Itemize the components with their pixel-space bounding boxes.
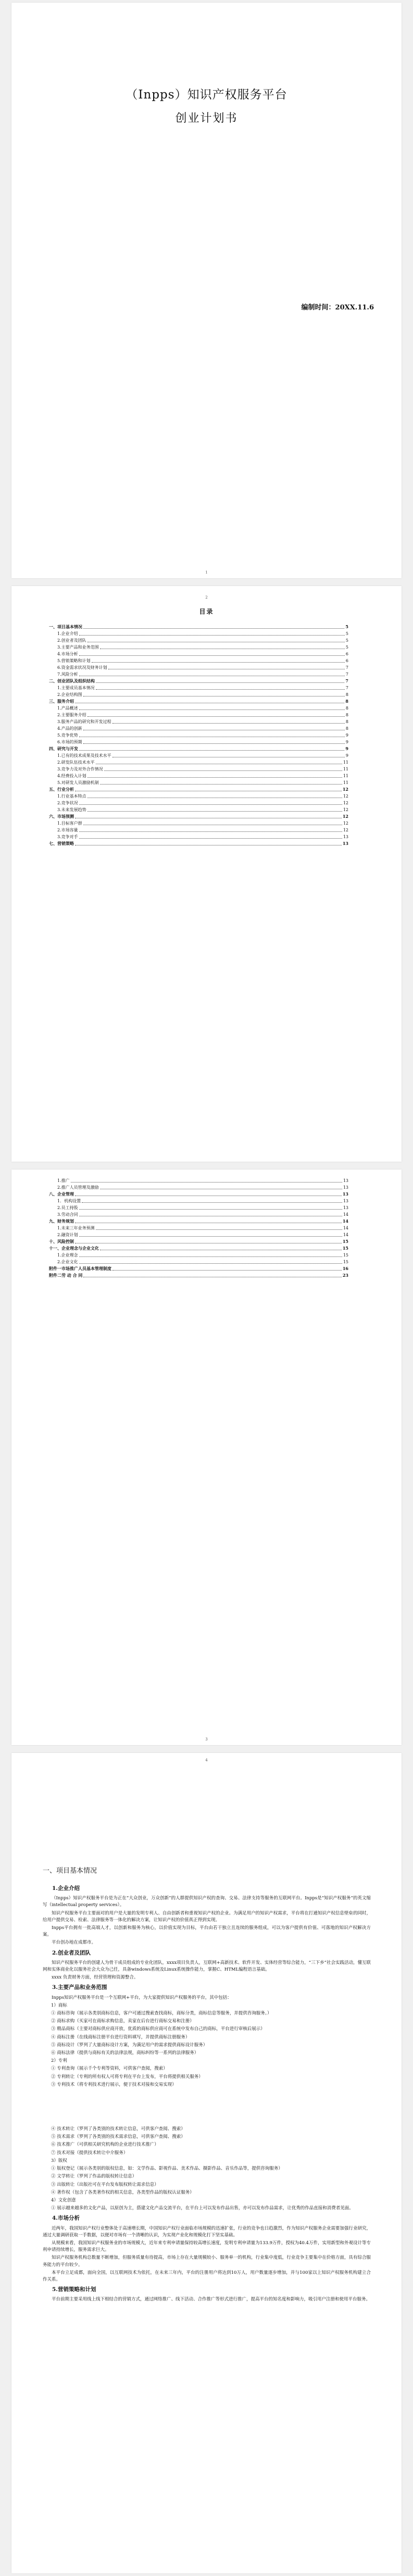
toc-entry-text: 2.员工持股 — [57, 1205, 78, 1210]
toc-entry[interactable] — [49, 1218, 348, 1225]
toc-entry-page: 5 — [345, 631, 348, 636]
toc-entry-text: 八、企业管理 — [49, 1191, 74, 1197]
toc-entry[interactable] — [49, 637, 348, 644]
list-item: ① 版权登记（展示各类别的版权信息，如：文学作品、影视作品、美术作品、摄影作品、音乐作品等，提供咨询服务） — [51, 2166, 283, 2172]
toc-entry[interactable] — [49, 1265, 348, 1272]
paragraph: 平台创办地在成都市。 — [52, 1940, 96, 1946]
paragraph: （Inpps）知识产权服务平台是为正在“大众创业，万众创新”的人群提供知识产权的查询、交易、法律支持等服务的互联网平台。Inpps是“知识产权服务”的英文缩写（intellectual property services）。 — [43, 1896, 371, 1908]
toc-entry-page: 11 — [343, 760, 348, 765]
toc-entry-page: 8 — [345, 692, 348, 697]
toc-entry-page: 13 — [343, 1199, 348, 1203]
toc-entry[interactable] — [49, 718, 348, 725]
toc-entry-text: 十一、企业理念与企业文化 — [49, 1246, 99, 1251]
toc-entry-text: 2.创业者及团队 — [57, 638, 86, 643]
paragraph: xxxx 负责财务方面，经营管理和资源整合。 — [52, 1975, 139, 1981]
paragraph: Inpps知识产权服务平台是一个互联网+平台，为大家提供知识产权服务的平台，其中包括： — [52, 1995, 232, 2000]
toc-entry-text: 1.行业基本特点 — [57, 794, 86, 799]
toc-entry[interactable] — [49, 759, 348, 766]
toc-entry-text: 附件二劳 动 合 同 — [49, 1273, 83, 1278]
toc-entry[interactable] — [49, 651, 348, 657]
toc-entry-page: 14 — [342, 1218, 348, 1224]
toc-entry-text: 1.企业理念 — [57, 1253, 78, 1258]
toc-entry-text: 二、创业团队及组织结构 — [49, 678, 95, 683]
toc-entry[interactable] — [49, 1191, 348, 1198]
toc-entry-page: 7 — [345, 672, 348, 677]
list-item: ⑦ 技术对接（提供技术转让中介服务） — [51, 2150, 128, 2156]
toc-entry[interactable] — [49, 1225, 348, 1231]
toc-leader-dots — [83, 824, 342, 825]
list-item: ③ 专利技术（将专利技术进行展示，便于技术对接和交易实现） — [51, 2082, 177, 2087]
list-item: 3）版权 — [51, 2158, 67, 2163]
toc-entry[interactable] — [49, 779, 348, 786]
list-item: ⑤ 商标设计（罗列了大量商标设计方案，为满足用户的需求提供商标设计服务） — [51, 2042, 208, 2048]
toc-entry-text: 5.营销策略和计划 — [57, 658, 91, 663]
list-item: ② 专利转让（专利的所有权人可将专利在平台上发布，平台将提供相关服务） — [51, 2074, 203, 2080]
toc-leader-dots — [83, 695, 345, 696]
list-item: ⑤ 技术需求（罗列了各类别的技术需求信息，可供客户查阅、搜索） — [51, 2134, 185, 2140]
toc-entry[interactable] — [49, 671, 348, 678]
cover-subtitle: 创业计划书 — [175, 112, 238, 125]
toc-entry[interactable] — [49, 745, 348, 752]
toc-entry[interactable] — [49, 698, 348, 705]
toc-leader-dots — [112, 1270, 342, 1271]
toc-entry-text: 六、市场预测 — [49, 814, 74, 819]
toc-leader-dots — [75, 817, 342, 818]
toc-entry-text: 2.主要服务介绍 — [57, 713, 86, 717]
toc-leader-dots — [96, 1229, 342, 1230]
list-item: ① 展示越来越多的文化产品，以原创为主，搭建文化产品交流平台，在平台上可以发布作品出售，亦可以发布作品需求，让优秀的作品直接和消费者见面。 — [51, 2206, 354, 2211]
toc-leader-dots — [75, 702, 344, 703]
page-number: 2 — [205, 595, 208, 600]
toc-entry[interactable] — [49, 732, 348, 739]
toc-leader-dots — [75, 1242, 342, 1243]
list-item: ① 商标咨询（展示各类别商标信息，客户可通过搜索查找商标，商标分类，商标信息等服务，并提供咨询服务。） — [51, 2011, 272, 2017]
toc-entry-text: 2.企业结构图 — [57, 692, 82, 697]
toc-entry-page: 11 — [343, 767, 348, 771]
toc-entry[interactable] — [49, 752, 348, 759]
toc-entry-text: 1.主要成员基本情况 — [57, 686, 95, 690]
toc-entry[interactable] — [49, 820, 348, 827]
toc-entry-text: 3.服务产品的研究和开发过程 — [57, 719, 111, 724]
toc-entry[interactable] — [49, 725, 348, 732]
toc-entry[interactable] — [49, 644, 348, 651]
toc-entry-text: 3.竞争对手 — [57, 835, 78, 839]
toc-entry-page: 9 — [345, 740, 348, 744]
list-item: ④ 著作权（包含了各类著作权的相关信息，各类型作品的版权认证服务） — [51, 2189, 194, 2195]
toc-entry-text: 5.竞争优势 — [57, 733, 78, 738]
toc-entry-page: 15 — [342, 1239, 348, 1244]
toc-entry-text: 3.竞争力及对外合作情况 — [57, 767, 103, 771]
toc-leader-dots — [79, 634, 345, 636]
list-item: 2）专利 — [51, 2058, 67, 2064]
toc-entry[interactable] — [49, 813, 348, 820]
toc-entry-page: 9 — [345, 746, 348, 751]
toc-entry[interactable] — [49, 827, 348, 833]
toc-entry-page: 12 — [343, 794, 348, 799]
toc-list — [49, 624, 348, 847]
toc-entry-text: 1.企业介绍 — [57, 631, 78, 636]
toc-entry-page: 14 — [343, 1212, 348, 1217]
toc-leader-dots — [92, 662, 345, 663]
toc-leader-dots — [82, 1202, 342, 1203]
toc-entry-text: 6.资金需求状况及财务计划 — [57, 665, 107, 670]
page-number: 1 — [205, 570, 208, 575]
toc-leader-dots — [83, 1276, 342, 1277]
paragraph: 从规模来看，我国知识产权服务业的市场规模大，近年来专利申请量保持较高增长速度，发明专利申请量为133.9万件，授权为40.4万件，实用新型和外观设计等专利申请持续增长，服务需求巨大。 — [43, 2240, 371, 2253]
section-title: 3.主要产品和业务范围 — [52, 1984, 107, 1991]
paragraph: Inpps平台拥有一批高端人才，以创新和服务为核心，以价值实现为目标，平台由若干独立且连续的服务组成，可以为客户提供有价值、可落地的知识产权解决方案。 — [43, 1925, 371, 1938]
toc-leader-dots — [87, 777, 342, 778]
toc-entry-page: 12 — [343, 821, 348, 826]
toc-entry-page: 23 — [342, 1273, 348, 1278]
list-item: ③ 出版转让（出版社可在平台发布版权转让需求信息） — [51, 2182, 159, 2187]
toc-entry-page: 9 — [345, 753, 348, 758]
toc-entry-text: 九、财务规划 — [49, 1218, 74, 1224]
toc-entry-text: 五、行业分析 — [49, 787, 74, 792]
section-content — [43, 1882, 371, 2305]
paragraph: 知识产权服务平台主要面对的用户是大量的发明专利人、自由创新者和重视知识产权的企业。为满足用户的知识产权需求，平台将在打通知识产权信息壁垒的同时，给用户提供交易、检索、法律服务等一体化的解决方案，让知识产权的价值真正得到实现。 — [43, 1910, 371, 1923]
toc-leader-dots — [79, 655, 345, 656]
toc-entry[interactable] — [49, 1177, 348, 1184]
section-title: 4.市场分析 — [52, 2215, 80, 2222]
toc-entry-text: 4.经费投入计划 — [57, 774, 86, 778]
toc-leader-dots — [96, 682, 344, 683]
toc-entry[interactable] — [49, 786, 348, 793]
list-item: ⑥ 技术推广（可供相关研究机构的企业进行技术推广） — [51, 2142, 159, 2148]
toc-entry[interactable] — [49, 678, 348, 685]
toc-leader-dots — [104, 770, 342, 771]
toc-entry-text: 2.推广人员管理及激励 — [57, 1185, 99, 1190]
toc-entry-page: 8 — [345, 699, 348, 704]
toc-entry-text: 2.企业文化 — [57, 1260, 78, 1264]
list-item: ① 专利查询（展示千个专利等资料，可供客户查阅，搜索） — [51, 2066, 168, 2072]
cover-date: 编制时间：20XX.11.6 — [301, 304, 374, 312]
toc-entry-page: 15 — [343, 1253, 348, 1258]
toc-leader-dots — [79, 1209, 342, 1210]
toc-leader-dots — [112, 756, 345, 757]
chapter-title: 一、项目基本情况 — [43, 1867, 97, 1875]
toc-page-1 — [11, 586, 402, 1162]
toc-entry-page: 12 — [343, 828, 348, 832]
toc-leader-dots — [79, 709, 345, 710]
toc-leader-dots — [75, 1222, 342, 1223]
paragraph: 知识产权服务平台的创建人为骨干成员组成的专业化团队，xxxx项目负责人，互联网+高新技术、软件开发、实体经营等综合能力，“三下乡”社会实践活动，懂互联网和实体商业化以服务社会大众为己任，具备windows系统及Linux系统操作能力，掌握C、HTML编程语言基础。 — [43, 1960, 371, 1973]
toc-leader-dots — [79, 831, 342, 832]
toc-entry-page: 12 — [343, 801, 348, 805]
toc-entry-page: 7 — [345, 678, 348, 683]
toc-entry[interactable] — [49, 833, 348, 840]
paragraph: 知识产权服务机构总数量不断增加，但服务质量有待提高，市场上存在大量规模较小、服务单一的机构，行业集中度低，行业竞争主要集中在价格方面，具有综合服务能力的平台较少。 — [43, 2255, 371, 2268]
toc-leader-dots — [79, 1263, 342, 1264]
toc-entry-text: 3.未来发展趋势 — [57, 807, 86, 812]
toc-entry-text: 4.产品的创新 — [57, 726, 82, 731]
toc-entry-text: 1.产品概述 — [57, 706, 78, 711]
toc-leader-dots — [96, 689, 345, 690]
toc-entry[interactable] — [49, 712, 348, 718]
toc-leader-dots — [108, 668, 345, 669]
toc-entry-page: 11 — [343, 774, 348, 778]
toc-entry[interactable] — [49, 739, 348, 745]
toc-entry-page: 6 — [345, 658, 348, 663]
list-item: ② 商标求购（买家可在商标求购信息，卖家在后台进行商标交易和注册） — [51, 2019, 194, 2024]
list-item: ③ 精品商标（主要对商标供应商开放，优质的商标供应商可在系统中发布自己的商标，平台进行审核后展示） — [51, 2026, 265, 2032]
toc-leader-dots — [87, 797, 342, 798]
toc-list — [49, 1177, 348, 1279]
toc-entry[interactable] — [49, 664, 348, 671]
toc-leader-dots — [75, 790, 342, 791]
toc-entry-text: 3.主要产品和业务范围 — [57, 645, 99, 650]
paragraph: 平台前期主要采用线上线下相结合的营销方式，通过网络推广、线下活动、合作推广等形式进行推广，提高平台的知名度和影响力，吸引用户注册和使用平台服务。 — [52, 2297, 371, 2303]
toc-entry-page: 8 — [345, 706, 348, 711]
toc-leader-dots — [87, 716, 345, 717]
list-item: ② 文学转让（罗列了作品的版权转让信息） — [51, 2174, 137, 2180]
paragraph: 近两年，我国知识产权行业整体处于高速增长期，中国知识产权行业面临市场规模的迅速扩张，行业的竞争也日趋激烈，作为知识产权服务企业需要加强行业研究，通过大量调研获取一手数据，以便对市场有一个清晰的认识，为实现产业化和规模化打下坚实基础。 — [43, 2225, 371, 2238]
list-item: ⑥ 商标法律（提供与商标有关的法律法规，商标纠纷等一系列的法律服务） — [51, 2050, 199, 2056]
section-title: 1.企业介绍 — [52, 1885, 80, 1891]
toc-entry[interactable] — [49, 766, 348, 773]
toc-entry-page: 5 — [345, 638, 348, 643]
toc-leader-dots — [100, 1249, 342, 1250]
toc-entry-text: 6.市场的预期 — [57, 740, 82, 744]
toc-entry[interactable] — [49, 1211, 348, 1218]
toc-entry-text: 4.市场分析 — [57, 652, 78, 656]
toc-entry-page: 5 — [345, 645, 348, 650]
toc-entry[interactable] — [49, 1231, 348, 1238]
cover-title: （Inpps）知识产权服务平台 — [126, 88, 287, 102]
toc-entry-text: 1.目标客户群 — [57, 821, 82, 826]
toc-entry-page: 8 — [345, 726, 348, 731]
toc-entry[interactable] — [49, 773, 348, 779]
toc-entry-text: 十、风险控制 — [49, 1239, 74, 1244]
toc-entry-page: 13 — [342, 841, 348, 846]
toc-leader-dots — [79, 675, 345, 676]
toc-entry-page: 13 — [343, 1178, 348, 1183]
toc-entry[interactable] — [49, 800, 348, 806]
cover-page — [11, 3, 402, 578]
toc-entry[interactable] — [49, 657, 348, 664]
toc-entry-page: 11 — [343, 780, 348, 785]
toc-page-2 — [11, 1169, 402, 1745]
list-item: 4）文化创意 — [51, 2197, 76, 2203]
toc-entry[interactable] — [49, 705, 348, 712]
toc-entry-text: 1.已有的技术成果及技术水平 — [57, 753, 111, 758]
list-item: ④ 技术转让（罗列了各类别的技术转让信息，可供客户查阅、搜索） — [51, 2126, 185, 2132]
toc-entry-text: 2.研发队伍技术水平 — [57, 760, 95, 765]
toc-entry-text: 3.劳动合同 — [57, 1212, 78, 1217]
toc-entry-text: 5.对研发人员激励机制 — [57, 780, 99, 785]
toc-leader-dots — [79, 804, 342, 805]
toc-entry[interactable] — [49, 1238, 348, 1245]
toc-entry[interactable] — [49, 840, 348, 847]
toc-entry-page: 7 — [345, 665, 348, 670]
toc-entry-page: 8 — [345, 713, 348, 717]
toc-entry-page: 13 — [342, 1191, 348, 1197]
toc-leader-dots — [100, 1188, 342, 1189]
toc-entry-page: 13 — [343, 1185, 348, 1190]
toc-leader-dots — [79, 750, 344, 751]
toc-entry[interactable] — [49, 1259, 348, 1265]
toc-entry-text: 7.风险分析 — [57, 672, 78, 677]
toc-entry[interactable] — [49, 1245, 348, 1252]
toc-entry-text: 2.市场容量 — [57, 828, 78, 832]
toc-entry[interactable] — [49, 1204, 348, 1211]
toc-leader-dots — [100, 648, 345, 649]
toc-entry-page: 8 — [345, 719, 348, 724]
toc-entry[interactable] — [49, 806, 348, 813]
toc-entry-page: 5 — [345, 624, 348, 629]
page-number: 3 — [205, 1737, 208, 1741]
toc-leader-dots — [100, 783, 342, 785]
section-title: 5.营销策略和计划 — [52, 2286, 96, 2293]
paragraph: 本平台立足成都，面向全国，以互联网技术为依托，在未来三年内，平台的注册用户将达到10万人，用户数量逐步增加，并与100家以上知识产权服务机构建立合作关系。 — [43, 2270, 371, 2282]
toc-entry-text: 一、项目基本情况 — [49, 624, 82, 629]
toc-entry[interactable] — [49, 691, 348, 698]
toc-leader-dots — [75, 1195, 342, 1196]
toc-entry-text: 七、营销策略 — [49, 841, 74, 846]
toc-entry-page: 15 — [342, 1246, 348, 1251]
toc-leader-dots — [75, 844, 342, 845]
toc-entry[interactable] — [49, 630, 348, 637]
toc-entry-page: 12 — [342, 814, 348, 819]
toc-leader-dots — [87, 641, 345, 642]
toc-entry-page: 12 — [343, 807, 348, 812]
toc-heading: 目录 — [199, 608, 214, 615]
list-item: ④ 商标注册（在线商标注册平台进行资料填写，并提供商标注册服务） — [51, 2034, 190, 2040]
toc-entry[interactable] — [49, 624, 348, 630]
toc-leader-dots — [79, 736, 345, 737]
toc-entry-page: 7 — [345, 686, 348, 690]
toc-leader-dots — [83, 628, 344, 629]
toc-entry[interactable] — [49, 1198, 348, 1204]
toc-entry-text: 1.未来三年业务预测 — [57, 1226, 95, 1230]
body-page — [11, 1753, 402, 2573]
toc-entry-text: 附件一市场推广人员基本管理制度 — [49, 1266, 111, 1271]
toc-leader-dots — [79, 1236, 342, 1237]
page-number: 4 — [205, 1758, 208, 1762]
toc-leader-dots — [79, 1215, 342, 1216]
toc-entry-page: 15 — [343, 1260, 348, 1264]
toc-entry[interactable] — [49, 685, 348, 691]
section-title: 2.创业者及团队 — [52, 1949, 91, 1956]
toc-entry-text: 2.融资计划 — [57, 1233, 78, 1237]
toc-entry-page: 14 — [343, 1233, 348, 1237]
toc-leader-dots — [96, 763, 342, 764]
toc-entry[interactable] — [49, 793, 348, 800]
list-item: 1）商标 — [51, 2002, 67, 2008]
toc-leader-dots — [112, 723, 345, 724]
toc-entry[interactable] — [49, 1272, 348, 1279]
toc-entry-page: 13 — [343, 835, 348, 839]
toc-leader-dots — [79, 838, 342, 839]
toc-entry-page: 12 — [342, 787, 348, 792]
toc-entry-text: 三、服务介绍 — [49, 699, 74, 704]
toc-entry-page: 6 — [345, 652, 348, 656]
toc-entry-page: 13 — [343, 1205, 348, 1210]
toc-entry-page: 16 — [342, 1266, 348, 1271]
toc-entry-page: 14 — [343, 1226, 348, 1230]
toc-entry[interactable] — [49, 1252, 348, 1259]
toc-leader-dots — [83, 743, 345, 744]
toc-entry-text: 四、研究与开发 — [49, 746, 78, 751]
toc-entry[interactable] — [49, 1184, 348, 1191]
toc-entry-text: 2.竞争状况 — [57, 801, 78, 805]
toc-leader-dots — [83, 729, 345, 730]
toc-leader-dots — [79, 1256, 342, 1257]
toc-entry-text: 1.推广 — [57, 1178, 70, 1183]
toc-entry-text: 1．机构设置 — [57, 1199, 81, 1203]
toc-leader-dots — [87, 811, 342, 812]
toc-leader-dots — [71, 1181, 342, 1183]
toc-entry-page: 9 — [345, 733, 348, 738]
